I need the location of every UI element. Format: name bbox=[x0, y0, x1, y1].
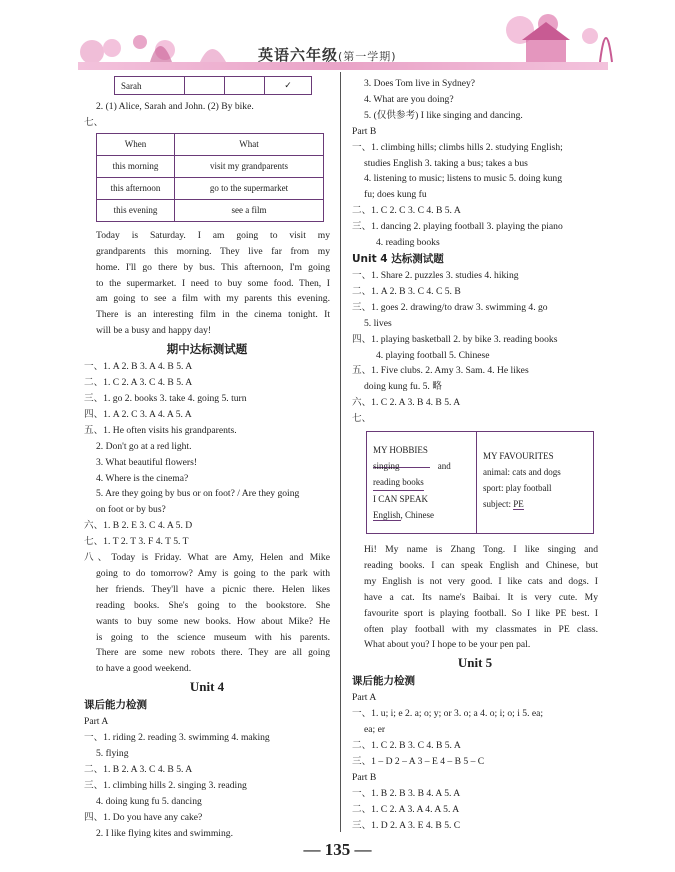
section-label: 七、 bbox=[84, 116, 104, 128]
paragraph-line: What about you? I hope to be your pen pal. bbox=[364, 639, 531, 651]
table-cell: this afternoon bbox=[97, 177, 175, 199]
answer-line: 三、1. climbing hills 2. singing 3. reading bbox=[84, 779, 247, 791]
paragraph-line: favourite sport is playing football. So I like PE best. I bbox=[364, 607, 598, 619]
hobby-line-2: reading books bbox=[373, 474, 424, 491]
and-word: and bbox=[437, 461, 451, 472]
answer-line: 4. Where is the cinema? bbox=[96, 472, 189, 484]
table-cell: this morning bbox=[97, 155, 175, 177]
answer-line: 三、1. dancing 2. playing football 3. playing the piano bbox=[352, 221, 563, 233]
answer-line: 七、1. T 2. T 3. F 4. T 5. T bbox=[84, 536, 189, 548]
answer-line: doing kung fu. 5. 略 bbox=[364, 381, 442, 393]
answer-line: 五、1. He often visits his grandparents. bbox=[84, 424, 237, 436]
paragraph-line: have a cat. Its name's Baibai. It is very cute. My bbox=[364, 591, 598, 603]
table-cell: see a film bbox=[175, 199, 324, 221]
part-label: Part B bbox=[352, 125, 377, 137]
answer-line: 4. What are you doing? bbox=[364, 93, 454, 105]
paragraph-line: am going to see a film with my parents this evening. bbox=[96, 293, 330, 305]
paragraph-line: my English is not very good. I like cats and dogs. I bbox=[364, 575, 598, 587]
schedule-table bbox=[96, 133, 324, 222]
answer-line: fu; does kung fu bbox=[364, 189, 427, 201]
answer-line: 三、1. D 2. A 3. E 4. B 5. C bbox=[352, 819, 461, 831]
paragraph-line: There are some new robots there. They are all going bbox=[96, 647, 330, 659]
answer-line: 四、1. Do you have any cake? bbox=[84, 811, 203, 823]
unit-title: Unit 4 bbox=[189, 679, 225, 695]
paragraph-line: reading books. She's going to the bookstore. She bbox=[96, 599, 330, 611]
page-header bbox=[0, 0, 675, 80]
answer-line: 二、1. C 2. A 3. C 4. B 5. A bbox=[84, 377, 193, 389]
paragraph-line: her friends. They'll have a picnic there. Helen likes bbox=[96, 583, 330, 595]
language-line bbox=[373, 507, 470, 523]
answer-line: 三、1. go 2. books 3. take 4. going 5. turn bbox=[84, 392, 247, 404]
answer-line: 一、1. Share 2. puzzles 3. studies 4. hiking bbox=[352, 269, 519, 281]
answer-line: 二、1. A 2. B 3. C 4. C 5. B bbox=[352, 285, 461, 297]
paragraph-line: is going to the science museum with his parents. bbox=[96, 631, 330, 643]
hobbies-title: MY HOBBIES bbox=[373, 445, 428, 456]
table-cell: go to the supermarket bbox=[175, 177, 324, 199]
answer-line: on foot or by bus? bbox=[96, 504, 166, 516]
speak-title: I CAN SPEAK bbox=[373, 494, 429, 505]
hobby-line bbox=[373, 458, 470, 474]
hobby-blank: singing bbox=[373, 458, 430, 468]
answer-line: 5. flying bbox=[96, 748, 129, 760]
favourite-line: animal: cats and dogs bbox=[483, 467, 561, 478]
hobby-card-left bbox=[367, 432, 477, 533]
answer-line: 二、1. C 2. A 3. A 4. A 5. A bbox=[352, 803, 460, 815]
favourite-line: subject: PE bbox=[483, 499, 524, 510]
section-label: 七、 bbox=[352, 413, 372, 425]
book-title: 英语六年级(第一学期) bbox=[258, 46, 397, 64]
answer-line: 五、1. Five clubs. 2. Amy 3. Sam. 4. He likes bbox=[352, 365, 529, 377]
answer-line: 2. I like flying kites and swimming. bbox=[96, 827, 233, 839]
answer-table-sarah bbox=[114, 76, 312, 95]
answer-line: 二、1. B 2. A 3. C 4. B 5. A bbox=[84, 764, 193, 775]
answer-line: 2. (1) Alice, Sarah and John. (2) By bike. bbox=[96, 101, 254, 112]
paragraph-line: grandparents this morning. They live far from my bbox=[96, 245, 330, 257]
answer-line: 一、1. climbing hills; climbs hills 2. studying English; bbox=[352, 141, 563, 153]
table-cell: this evening bbox=[97, 199, 175, 221]
paragraph-line: 八、Today is Friday. What are Amy, Helen and Mike bbox=[84, 552, 330, 564]
paragraph-line: reading books. I can speak English and Chinese, but bbox=[364, 559, 598, 571]
section-title-unit4-test: Unit 4 达标测试题 bbox=[352, 252, 444, 265]
answer-line: 4. doing kung fu 5. dancing bbox=[96, 795, 202, 807]
answer-line: 5. Are they going by bus or on foot? / Are they going bbox=[96, 488, 300, 500]
paragraph-line: to have a good weekend. bbox=[96, 663, 192, 675]
paragraph-line: often play football with my classmates in PE class. bbox=[364, 623, 598, 635]
hobby-card bbox=[366, 431, 594, 534]
paragraph-line: wants to buy some new books. How about Mike? He bbox=[96, 615, 330, 627]
table-header-what: What bbox=[175, 133, 324, 155]
language-1: English bbox=[373, 510, 401, 521]
answer-line: 四、1. A 2. C 3. A 4. A 5. A bbox=[84, 408, 192, 420]
page-number: — 135 — bbox=[303, 840, 372, 859]
answer-line: 4. reading books bbox=[376, 237, 440, 249]
paragraph-line: Today is Saturday. I am going to visit my bbox=[96, 229, 330, 241]
answer-line: 一、1. u; i; e 2. a; o; y; or 3. o; a 4. o; i; o; i 5. ea; bbox=[352, 708, 544, 720]
answer-line: 四、1. playing basketball 2. by bike 3. reading books bbox=[352, 333, 558, 345]
part-label: Part B bbox=[352, 771, 377, 783]
favourites-title: MY FAVOURITES bbox=[483, 451, 554, 462]
unit-title: Unit 5 bbox=[457, 655, 493, 671]
answer-line: 5. (仅供参考) I like singing and dancing. bbox=[364, 109, 523, 121]
table-header-when: When bbox=[97, 133, 175, 155]
paragraph-line: home. I'll go there by bus. This afternoon, I'm going bbox=[96, 261, 330, 273]
left-column bbox=[84, 76, 330, 842]
table-cell-empty bbox=[185, 77, 225, 95]
answer-line: studies English 3. taking a bus; takes a bus bbox=[364, 157, 528, 169]
paragraph-line: going to do tomorrow? Amy is going to the park with bbox=[96, 567, 330, 579]
paragraph-line: will be a busy and happy day! bbox=[96, 325, 212, 337]
language-2: , Chinese bbox=[400, 510, 435, 521]
section-title-midterm: 期中达标测试题 bbox=[166, 342, 248, 357]
hobby-card-right bbox=[477, 432, 593, 533]
part-label: Part A bbox=[352, 692, 377, 704]
right-column bbox=[352, 76, 598, 834]
paragraph-line: Hi! My name is Zhang Tong. I like singing and bbox=[364, 544, 598, 556]
answer-line: 二、1. C 2. C 3. C 4. B 5. A bbox=[352, 205, 461, 217]
answer-line: 三、1. goes 2. drawing/to draw 3. swimming 4. go bbox=[352, 301, 548, 313]
answer-line: 5. lives bbox=[364, 317, 392, 329]
answer-line: 2. Don't go at a red light. bbox=[96, 440, 192, 452]
answer-line: 六、1. C 2. A 3. B 4. B 5. A bbox=[352, 397, 461, 409]
paragraph-line: to the supermarket. I need to buy some food. Then, I bbox=[96, 277, 330, 289]
table-cell-empty bbox=[225, 77, 265, 95]
subsection-title: 课后能力检测 bbox=[84, 699, 147, 712]
answer-line: 三、1 – D 2 – A 3 – E 4 – B 5 – C bbox=[352, 756, 485, 767]
table-cell-name: Sarah bbox=[115, 77, 185, 95]
answer-line: 二、1. C 2. B 3. C 4. B 5. A bbox=[352, 740, 461, 752]
favourite-line: sport: play football bbox=[483, 483, 552, 494]
table-cell: visit my grandparents bbox=[175, 155, 324, 177]
table-cell-check: ✓ bbox=[265, 77, 312, 95]
part-label: Part A bbox=[84, 716, 109, 728]
answer-line: 3. Does Tom live in Sydney? bbox=[364, 78, 476, 89]
answer-line: 3. What beautiful flowers! bbox=[96, 456, 198, 468]
answer-line: 4. playing football 5. Chinese bbox=[376, 349, 490, 361]
paragraph-line: There is an interesting film in the cinema tonight. It bbox=[96, 309, 330, 321]
answer-line: 一、1. riding 2. reading 3. swimming 4. making bbox=[84, 732, 270, 744]
column-divider bbox=[340, 72, 341, 832]
answer-line: 六、1. B 2. E 3. C 4. A 5. D bbox=[84, 520, 193, 532]
answer-line: 4. listening to music; listens to music 5. doing kung bbox=[364, 173, 563, 185]
subsection-title: 课后能力检测 bbox=[352, 675, 415, 688]
answer-line: 一、1. B 2. B 3. B 4. A 5. A bbox=[352, 787, 461, 799]
answer-line: 一、1. A 2. B 3. A 4. B 5. A bbox=[84, 361, 193, 373]
answer-line: ea; er bbox=[364, 724, 386, 736]
